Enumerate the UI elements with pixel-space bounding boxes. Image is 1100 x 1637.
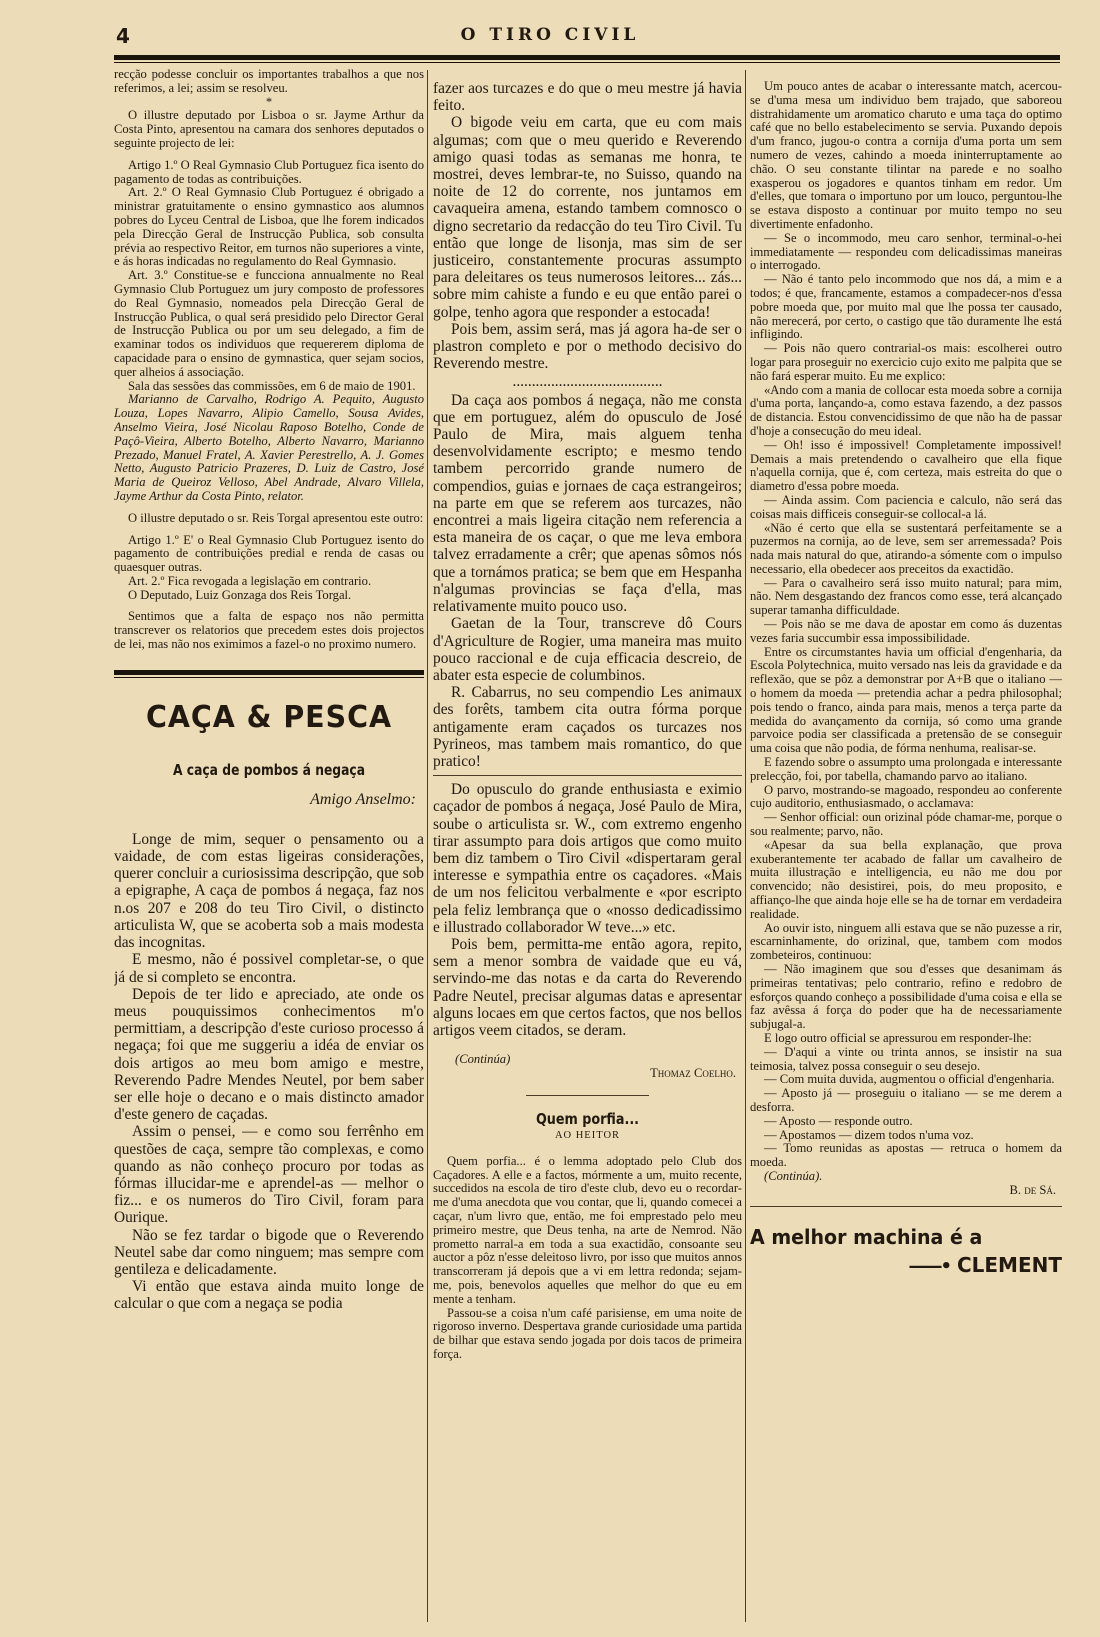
continua-note: (Continúa)	[455, 1052, 511, 1067]
separator-rule	[433, 775, 742, 776]
paragraph: Vi então que estava ainda muito longe de calcular o que com a negaça se podia	[114, 1278, 424, 1313]
paragraph: Assim o pensei, — e como sou ferrênho em questões de caça, sempre tão complexas, e como quando as não conheço procuro por todas as fórmas illucidar-me e aprendel-as — melhor o fiz... e os numeros do Tiro Civil, foram para Ourique.	[114, 1123, 424, 1227]
paragraph: — D'aqui a vinte ou trinta annos, se insistir na sua teimosia, talvez possa conseguir o seu desejo.	[750, 1044, 1062, 1073]
paragraph: — Não imaginem que sou d'esses que desanimam ás primeiras tentativas; pelo contrario, refino e redobro de esforços quando conheço a possibilidade d'uma coisa e ella se faz avêssa á força do poder que ha de necessariamente subjugal-a.	[750, 962, 1062, 1032]
parliament-report	[114, 68, 424, 652]
paragraph: Pois bem, assim será, mas já agora ha-de ser o plastron completo e por o methodo decisivo do Reverendo mestre.	[433, 320, 742, 373]
paragraph: recção podesse concluir os importantes trabalhos a que nos referimos, a lei; assim se resolveu.	[114, 68, 424, 95]
article-footer	[433, 1053, 742, 1081]
paragraph: «Ando com a mania de collocar esta moeda sobre a cornija d'uma porta, lançando-a, como estava fazendo, a dez passos de distancia. Estou convencidissimo de que não ha de passar d'hoje a consecução do meu ideal.	[750, 382, 1062, 438]
paragraph: «Apesar da sua bella explanação, que prova exuberantemente ter acabado de fallar um cavalheiro de muita illustração e intelligencia, eu não me dou por convencido; não desistirei, pois, do meu proposito, e affianço-lhe que ainda hoje elle se ha de tornar em verdadeira realidade.	[750, 837, 1062, 921]
paragraph: Entre os circumstantes havia um official d'engenharia, da Escola Polytechnica, muito versado nas leis da gravidade e da reflexão, que se pôz a demonstrar por A+B que o italiano — o homem da moeda — pretendia achar a pedra philosophal; pois tendo o franco, ainda para mais, menos a terça parte da medida do avançamento da cornija, só como uma grande parvoice podia ser classificada a pretensão de se conseguir uma coisa que não podia, de fórma nenhuma, realisar-se.	[750, 644, 1062, 756]
separator-rule	[750, 1206, 1062, 1207]
page-number: 4	[116, 24, 130, 48]
paragraph: — Se o incommodo, meu caro senhor, terminal-o-hei immediatamente — respondeu com delicadissimas maneiras o interrogado.	[750, 230, 1062, 273]
story-continuation	[750, 80, 1062, 1170]
paragraph: fazer aos turcazes e do que o meu mestre já havia feito.	[433, 80, 742, 115]
paragraph: — Apostamos — dizem todos n'uma voz.	[764, 1127, 974, 1142]
paragraph: O illustre deputado por Lisboa o sr. Jayme Arthur da Costa Pinto, apresentou na camara dos senhores deputados o seguinte projecto de lei:	[114, 108, 424, 150]
short-rule	[526, 1095, 650, 1096]
column-3	[750, 80, 1062, 1630]
paragraph: Não se fez tardar o bigode que o Reverendo Neutel sabe dar como ninguem; mas sempre com gentileza e delicadamente.	[114, 1226, 424, 1278]
paragraph: — Com muita duvida, augmentou o official d'engenharia.	[764, 1072, 1055, 1087]
advertisement-line-1: A melhor machina é a	[750, 1224, 983, 1249]
paragraph: — Pois não se me dava de apostar em como ás duzentas vezes faria succumbir essa impossibilidade.	[750, 617, 1062, 645]
paragraph: «Não é certo que ella se sustentará perfeitamente se a puzermos na cornija, ao de leve, sem ser arremessada? Pois nada mais natural do que, atirando-a sómente com o impulso necessario, ella obedecer aos preceitos da exactidão.	[750, 520, 1062, 576]
paragraph: Sentimos que a falta de espaço nos não permitta transcrever os relatorios que precedem estes dois projectos de lei, mas não nos eximimos a fazel-o no proximo numero.	[114, 609, 424, 652]
article-title: A caça de pombos á negaça	[172, 760, 366, 779]
paragraph: E mesmo, não é possivel completar-se, o que já de si completo se encontra.	[114, 951, 424, 986]
section-title: CAÇA & PESCA	[146, 699, 392, 735]
section-thick-rule	[114, 670, 424, 675]
advertisement-brand: CLEMENT	[956, 1252, 1062, 1277]
paragraph: Sala das sessões das commissões, em 6 de maio de 1901.	[128, 378, 416, 393]
header-thin-rule	[114, 62, 1060, 63]
paragraph: Pois bem, permitta-me então agora, repito, sem a menor sombra de vaidade que eu vá, servindo-me das notas e da carta do Reverendo Padre Neutel, precisar algumas datas e apresentar alguns locaes em que certos factos, que nos bellos artigos veem citados, se deram.	[433, 935, 742, 1039]
column-1	[114, 68, 424, 1628]
paragraph: Longe de mim, sequer o pensamento ou a vaidade, de com estas ligeiras considerações, querer concluir a curiosissima descripção, que sob a epigraphe, A caça de pombos á negaça, faz nos n.os 207 e 208 do teu Tiro Civil, o distincto articulista W, que se acoberta sob a mais modesta das incognitas.	[114, 830, 424, 952]
paragraph: Depois de ter lido e apreciado, ate onde os meus pouquissimos conhecimentos m'o permittiam, a descripção d'este curioso processo á negaça; foi que me suggeriu a idéa de enviar os dois artigos ao meu bom amigo e mestre, Reverendo Padre Mendes Neutel, por bem saber ser elle hoje o decano e o mais distincto amador d'este genero de caçadas.	[114, 985, 424, 1124]
paragraph: Da caça aos pombos á negaça, não me consta que em portuguez, além do opusculo de José Paulo de Mira, mais alguem tenha desenvolvidamente escripto; e mesmo tendo tambem percorrido grande numero de compendios, guias e jornaes de caça estrangeiros; na parte em que se referem aos turcazes, não encontrei a mais ligeira citação nem referencia a esta maneira de os caçar, o que me leva embora talvez erradamente a crêr; que apenas sômos nós que a tornámos pratica; se bem que em Hespanha n'algumas provincias se faça d'ella, mas relativamente muito pouco uso.	[433, 391, 742, 616]
paragraph: — Aposto já — proseguiu o italiano — se me derem a desforra.	[750, 1086, 1062, 1114]
article-continuation	[433, 80, 742, 1039]
paragraph: Art. 2.º Fica revogada a legislação em contrario.	[128, 573, 372, 588]
paragraph: Art. 2.º O Real Gymnasio Club Portuguez é obrigado a ministrar gratuitamente o ensino gymnastico aos alumnos pobres do Lyceu Central de Lisboa, que lhe forem indicados pela Direcção Geral de Instrucção Publica, sob consulta prévia ao respectivo Reitor, em turnos não superiores a vinte, e ás horas indicadas no regulamento do Real Gymnasio.	[114, 185, 424, 269]
paragraph: Quem porfia... é o lemma adoptado pelo Club dos Caçadores. A elle e a factos, mórmente a um, muito recente, succedidos na escola de tiro d'este club, devo eu o recordar-me d'uma anecdota que vou contar, que li, quando comecei a caçar, n'um livro que, então, me foi emprestado pelo meu primeiro mestre, que Deus tenha, na arte de Nemrod. Não prometto narral-a em toda a sua exactidão, consoante seu auctor a pôz n'esse deleitoso livro, por isso que muitos annos transcorreram já depois que a vi em lettra redonda; sejam-me, pois, benevolos aquelles que melhor do que eu em mente a tenham.	[433, 1153, 742, 1306]
paragraph: Um pouco antes de acabar o interessante match, acercou-se d'uma mesa um individuo bem trajado, que saboreou distrahidamente um aromatico charuto e uma taça do optimo café que no bello estabelecimento se servia. Puxando depois d'um franco, jugou-o contra a cornija d'uma porta um sem numero de vezes, cahindo a moeda ininterruptamente ao chão. O seu constante tilintar na parede e no soalho exasperou os jogadores e quantos tinham em redor. Um d'elles, que tomara o importuno por um louco, perguntou-lhe se estava disposto a continuar por muito tempo no seu divertimente enfadonho.	[750, 80, 1062, 231]
author-signature: Thomaz Coelho.	[650, 1065, 736, 1080]
paragraph: O illustre deputado o sr. Reis Torgal apresentou este outro:	[128, 510, 424, 525]
paragraph: Art. 3.º Constitue-se e funcciona annualmente no Real Gymnasio Club Portuguez um jury composto de professores do Real Gymnasio, nomeados pela Direcção Geral de Instrucção Publica, o qual será presidido pelo Director Geral de Instrucção Publica ou por um seu delegado, a fim de examinar todos os individuos que requererem diploma de capacidade para o ensino de gymnastica, quer sejam socios, quer alheios á associação.	[114, 268, 424, 379]
paragraph: Gaetan de la Tour, transcreve dô Cours d'Agriculture de Rogier, uma maneira mas muito pouco raccional e de cuja efficacia descreio, de abater esta especie de columbinos.	[433, 615, 742, 684]
article-body	[114, 831, 424, 1313]
paragraph: Marianno de Carvalho, Rodrigo A. Pequito, Augusto Louza, Lopes Navarro, Alipio Camello, Sousa Avides, Anselmo Vieira, José Nicolau Raposo Botelho, Conde de Paçô-Vieira, Alberto Botelho, Alberto Navarro, Marianno Prezado, Manuel Fratel, A. Xavier Perestrello, A. J. Gomes Netto, Augusto Patricio Prazeres, D. Luiz de Castro, José Maria de Queiroz Velloso, Abel Andrade, Alvaro Villela, Jayme Arthur da Costa Pinto, relator.	[114, 392, 424, 503]
arrow-icon: ——•	[908, 1255, 950, 1277]
column-divider-1	[427, 70, 428, 1622]
paragraph: E fazendo sobre o assumpto uma prolongada e interessante prelecção, foi, por tabella, chamando parvo ao italiano.	[750, 755, 1062, 783]
dotted-separator: .......................................	[512, 373, 663, 391]
paragraph: O parvo, mostrando-se magoado, respondeu ao conferente cujo auditorio, enthusiasmado, o acclamava:	[750, 782, 1062, 811]
paragraph: — Tomo reunidas as apostas — retruca o homem da moeda.	[750, 1141, 1062, 1170]
paragraph: Ao ouvir isto, ninguem alli estava que se não puzesse a rir, escarninhamente, do orizinal, que, tambem com modos zombeteiros, continuou:	[750, 920, 1062, 963]
paragraph: R. Cabarrus, no seu compendio Les animaux des forêts, tambem cita outra fórma porque antigamente eram caçados os turcazes nos Pyrineos, mas tambem mais romantico, do que pratico!	[433, 684, 742, 770]
section-thin-rule	[114, 677, 424, 678]
paragraph: Do opusculo do grande enthusiasta e eximio caçador de pombos á negaça, José Paulo de Mira, soube o articulista sr. W., com extremo engenho tirar assumpto para dois artigos que como muito bem diz tambem o Tiro Civil «dispertaram geral interesse e sympathia entre os caçadores. «Mais de um nos felicitou verbalmente e «por escripto pela feliz lembrança que o «nosso dedicadissimo e illustrado collaborador W teve...» etc.	[433, 781, 742, 936]
paragraph: — Não é tanto pelo incommodo que nos dá, a mim e a todos; é que, francamente, estamos a compadecer-nos d'essa pobre moeda que, por muito mal que lhe possa ter causado, não merecerá, por certo, o castigo que tão duramente lhe está infligindo.	[750, 272, 1062, 342]
paragraph: *	[265, 94, 273, 109]
author-signature: B. de Sá.	[1009, 1182, 1056, 1197]
column-divider-2	[745, 70, 746, 1622]
story-dedication: AO HEITOR	[554, 1129, 621, 1141]
paragraph: Artigo 1.º O Real Gymnasio Club Portuguez fica isento do pagamento de todas as contribuições.	[114, 157, 424, 186]
paragraph: — Senhor official: oun orizinal póde chamar-me, porque o sou realmente; parvo, não.	[750, 810, 1062, 839]
continua-note: (Continúa).	[764, 1168, 823, 1183]
paragraph: — Para o cavalheiro será isso muito natural; para mim, não. Nem desgastando dez francos como esse, terá alcançado superar tamanha difficuldade.	[750, 575, 1062, 618]
header-thick-rule	[114, 55, 1060, 60]
story-body	[433, 1155, 742, 1362]
column-2	[433, 80, 742, 1630]
article-dedication: Amigo Anselmo:	[310, 790, 416, 808]
paragraph: E logo outro official se apressurou em responder-lhe:	[764, 1030, 1032, 1045]
story-title: Quem porfia...	[535, 1109, 640, 1128]
advertisement-line-2	[750, 1253, 1062, 1277]
paragraph: — Oh! isso é impossivel! Completamente impossivel! Demais a mais pretendendo o cavalheiro que ella fique n'aquella cornija, que é, com certeza, mais estreita do que o diametro d'essa pobre moeda.	[750, 437, 1062, 494]
paragraph: Artigo 1.º E' o Real Gymnasio Club Portuguez isento do pagamento de contribuições predial e renda de casas ou quaesquer outras.	[114, 532, 424, 575]
paragraph: O bigode veiu em carta, que eu com mais algumas; com que o meu querido e Reverendo amigo quasi todas as semanas me honra, te mostrei, deves lembrar-te, no Suisso, quando na noite de 12 do corrente, nos juntamos em cavaqueira amena, estando tambem comnosco o digno secretario da redacção do teu Tiro Civil. Tu então que longe de lisonja, mas sim de ser justiceiro, constantemente procuras assumpto para deleitares os teus numerosos leitores... zás... sobre mim cahiste a fundo e eu que então parei o golpe, tenho agora que responder a estocada!	[433, 114, 742, 321]
masthead: O TIRO CIVIL	[460, 25, 640, 45]
paragraph: — Aposto — responde outro.	[764, 1113, 913, 1128]
paragraph: — Pois não quero contrarial-os mais: escolherei outro logar para proseguir no exercicio cujo exito me palpita que se não fará esperar muito. Eu me explico:	[750, 341, 1062, 383]
paragraph: O Deputado, Luiz Gonzaga dos Reis Torgal.	[128, 587, 352, 602]
paragraph: Passou-se a coisa n'um café parisiense, em uma noite de rigoroso inverno. Despertava grande curiosidade uma partida de bilhar que estava sendo jogada por dois tacos de primeira força.	[433, 1305, 742, 1361]
paragraph: — Ainda assim. Com paciencia e calculo, não será das coisas mais difficeis conseguir-se collocal-a lá.	[750, 492, 1062, 521]
